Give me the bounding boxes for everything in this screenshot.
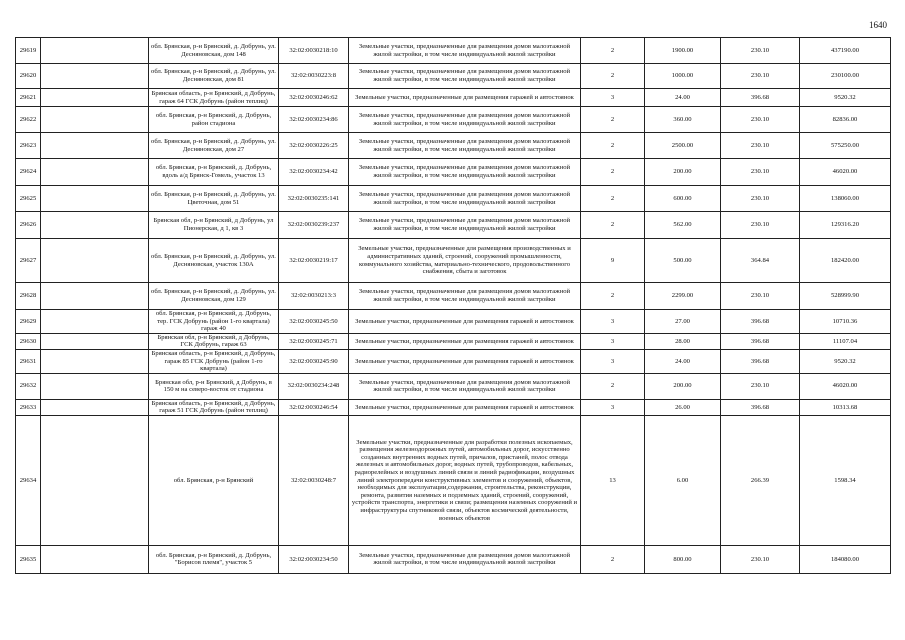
cadastral-number-cell: 32:02:0030246:62: [279, 89, 349, 107]
land-use-cell: Земельные участки, предназначенные для размещения гаражей и автостоянок: [349, 333, 581, 349]
land-use-cell: Земельные участки, предназначенные для размещения домов малоэтажной жилой застройки, в том числе индивидуальной жилой застройки: [349, 283, 581, 310]
table-row: [16, 415, 891, 545]
land-use-cell: Земельные участки, предназначенные для размещения домов малоэтажной жилой застройки, в том числе индивидуальной жилой застройки: [349, 107, 581, 133]
group-code-cell: 2: [581, 283, 645, 310]
address-cell: обл. Брянская, р-н Брянский, д. Добрунь, ул. Десняновская, дом 81: [149, 64, 279, 89]
specific-value-cell: 396.68: [721, 333, 800, 349]
address-cell: Брянская обл, р-н Брянский, д Добрунь, ул Пионерская, д 1, кв 3: [149, 212, 279, 239]
row-number-cell: 29625: [16, 186, 41, 212]
address-cell: обл. Брянская, р-н Брянский, д. Добрунь, ул. Десняновская, участок 130А: [149, 239, 279, 283]
row-number-cell: 29633: [16, 399, 41, 415]
cadastral-number-cell: 32:02:0030234:42: [279, 159, 349, 186]
area-cell: 562.00: [645, 212, 721, 239]
table-row: [16, 64, 891, 89]
cadastral-value-cell: 129316.20: [800, 212, 891, 239]
table-row: [16, 399, 891, 415]
row-number-cell: 29635: [16, 545, 41, 573]
table-row: [16, 333, 891, 349]
specific-value-cell: 230.10: [721, 133, 800, 159]
cadastral-value-cell: 46020.00: [800, 159, 891, 186]
group-code-cell: 2: [581, 159, 645, 186]
specific-value-cell: 230.10: [721, 107, 800, 133]
row-number-cell: 29630: [16, 333, 41, 349]
address-cell: Брянская область, р-н Брянский, д Добрунь, гараж 85 ГСК Добрунь (район 1-го квартала): [149, 349, 279, 373]
cadastral-number-cell: 32:02:0030234:86: [279, 107, 349, 133]
cadastral-value-cell: 138060.00: [800, 186, 891, 212]
row-number-cell: 29628: [16, 283, 41, 310]
cadastral-number-cell: 32:02:0030245:90: [279, 349, 349, 373]
row-number-cell: 29620: [16, 64, 41, 89]
land-use-cell: Земельные участки, предназначенные для размещения домов малоэтажной жилой застройки, в том числе индивидуальной жилой застройки: [349, 212, 581, 239]
cadastral-value-cell: 528999.90: [800, 283, 891, 310]
empty-cell: [41, 373, 149, 399]
land-use-cell: Земельные участки, предназначенные для размещения производственных и административных зданий, строений, сооружений промышленности, коммунального хозяйства, материально-технического, продовольственного снабжения, сбыта и заготовок: [349, 239, 581, 283]
specific-value-cell: 266.39: [721, 415, 800, 545]
empty-cell: [41, 159, 149, 186]
group-code-cell: 2: [581, 186, 645, 212]
row-number-cell: 29634: [16, 415, 41, 545]
area-cell: 2500.00: [645, 133, 721, 159]
empty-cell: [41, 89, 149, 107]
land-use-cell: Земельные участки, предназначенные для размещения гаражей и автостоянок: [349, 399, 581, 415]
empty-cell: [41, 107, 149, 133]
specific-value-cell: 230.10: [721, 373, 800, 399]
table-row: [16, 107, 891, 133]
area-cell: 500.00: [645, 239, 721, 283]
table-row: [16, 545, 891, 573]
address-cell: обл. Брянская, р-н Брянский, д. Добрунь, вдоль а/д Брянск-Гомель, участок 13: [149, 159, 279, 186]
land-use-cell: Земельные участки, предназначенные для размещения домов малоэтажной жилой застройки, в том числе индивидуальной жилой застройки: [349, 64, 581, 89]
cadastral-value-cell: 11107.04: [800, 333, 891, 349]
table-row: [16, 38, 891, 64]
group-code-cell: 3: [581, 89, 645, 107]
cadastral-value-cell: 575250.00: [800, 133, 891, 159]
land-use-cell: Земельные участки, предназначенные для размещения домов малоэтажной жилой застройки, в том числе индивидуальной жилой застройки: [349, 545, 581, 573]
row-number-cell: 29622: [16, 107, 41, 133]
group-code-cell: 2: [581, 64, 645, 89]
row-number-cell: 29623: [16, 133, 41, 159]
specific-value-cell: 230.10: [721, 212, 800, 239]
specific-value-cell: 396.68: [721, 89, 800, 107]
specific-value-cell: 230.10: [721, 186, 800, 212]
address-cell: Брянская область, р-н Брянский, д Добрунь, гараж 51 ГСК Добрунь (район теплиц): [149, 399, 279, 415]
area-cell: 6.00: [645, 415, 721, 545]
group-code-cell: 13: [581, 415, 645, 545]
address-cell: обл. Брянская, р-н Брянский, д. Добрунь, тер. ГСК Добрунь (район 1-го квартала) гараж 40: [149, 310, 279, 334]
specific-value-cell: 230.10: [721, 283, 800, 310]
cadastral-value-cell: 9520.32: [800, 349, 891, 373]
table-row: [16, 310, 891, 334]
specific-value-cell: 230.10: [721, 64, 800, 89]
land-use-cell: Земельные участки, предназначенные для размещения домов малоэтажной жилой застройки, в том числе индивидуальной жилой застройки: [349, 159, 581, 186]
cadastral-value-cell: 9520.32: [800, 89, 891, 107]
cadastral-number-cell: 32:02:0030239:237: [279, 212, 349, 239]
row-number-cell: 29632: [16, 373, 41, 399]
cadastral-number-cell: 32:02:0030246:54: [279, 399, 349, 415]
cadastral-number-cell: 32:02:0030234:248: [279, 373, 349, 399]
specific-value-cell: 396.68: [721, 399, 800, 415]
table-row: [16, 89, 891, 107]
land-use-cell: Земельные участки, предназначенные для размещения гаражей и автостоянок: [349, 349, 581, 373]
empty-cell: [41, 415, 149, 545]
cadastral-value-cell: 437190.00: [800, 38, 891, 64]
land-use-cell: Земельные участки, предназначенные для размещения гаражей и автостоянок: [349, 89, 581, 107]
cadastral-value-cell: 184080.00: [800, 545, 891, 573]
land-use-cell: Земельные участки, предназначенные для размещения домов малоэтажной жилой застройки, в том числе индивидуальной жилой застройки: [349, 186, 581, 212]
cadastral-number-cell: 32:02:0030213:3: [279, 283, 349, 310]
table-row: [16, 212, 891, 239]
cadastral-number-cell: 32:02:0030218:10: [279, 38, 349, 64]
table-row: [16, 283, 891, 310]
group-code-cell: 3: [581, 349, 645, 373]
group-code-cell: 2: [581, 545, 645, 573]
cadastral-value-cell: 182420.00: [800, 239, 891, 283]
empty-cell: [41, 133, 149, 159]
empty-cell: [41, 64, 149, 89]
empty-cell: [41, 239, 149, 283]
area-cell: 28.00: [645, 333, 721, 349]
cadastral-number-cell: 32:02:0030226:25: [279, 133, 349, 159]
area-cell: 26.00: [645, 399, 721, 415]
empty-cell: [41, 310, 149, 334]
area-cell: 24.00: [645, 349, 721, 373]
cadastral-number-cell: 32:02:0030223:8: [279, 64, 349, 89]
address-cell: обл. Брянская, р-н Брянский, д. Добрунь, ул. Десняновская, дом 129: [149, 283, 279, 310]
cadastral-value-cell: 230100.00: [800, 64, 891, 89]
area-cell: 360.00: [645, 107, 721, 133]
cadastral-number-cell: 32:02:0030248:7: [279, 415, 349, 545]
specific-value-cell: 230.10: [721, 545, 800, 573]
specific-value-cell: 396.68: [721, 310, 800, 334]
group-code-cell: 9: [581, 239, 645, 283]
row-number-cell: 29626: [16, 212, 41, 239]
area-cell: 24.00: [645, 89, 721, 107]
cadastral-number-cell: 32:02:0030219:17: [279, 239, 349, 283]
land-use-cell: Земельные участки, предназначенные для размещения домов малоэтажной жилой застройки, в том числе индивидуальной жилой застройки: [349, 38, 581, 64]
address-cell: обл. Брянская, р-н Брянский, д. Добрунь, "Борисов племя", участок 5: [149, 545, 279, 573]
table-row: [16, 186, 891, 212]
group-code-cell: 2: [581, 133, 645, 159]
cadastral-value-table: [15, 37, 891, 574]
area-cell: 1000.00: [645, 64, 721, 89]
group-code-cell: 2: [581, 212, 645, 239]
row-number-cell: 29624: [16, 159, 41, 186]
empty-cell: [41, 186, 149, 212]
cadastral-value-cell: 82836.00: [800, 107, 891, 133]
group-code-cell: 2: [581, 107, 645, 133]
area-cell: 200.00: [645, 373, 721, 399]
address-cell: обл. Брянская, р-н Брянский, д. Добрунь, ул. Цветочная, дом 51: [149, 186, 279, 212]
cadastral-number-cell: 32:02:0030245:71: [279, 333, 349, 349]
address-cell: обл. Брянская, р-н Брянский: [149, 415, 279, 545]
empty-cell: [41, 212, 149, 239]
cadastral-number-cell: 32:02:0030245:50: [279, 310, 349, 334]
land-use-cell: Земельные участки, предназначенные для размещения домов малоэтажной жилой застройки, в том числе индивидуальной жилой застройки: [349, 373, 581, 399]
row-number-cell: 29619: [16, 38, 41, 64]
area-cell: 800.00: [645, 545, 721, 573]
land-use-cell: Земельные участки, предназначенные для разработки полезных ископаемых, размещения железнодорожных путей, автомобильных дорог, искусственно созданных внутренних водных путей, причалов, пристаней, полос отвода железных и автомобильных дорог, водных путей, трубопроводов, кабельных, радиорелейных и воздушных линий связи и линий радиофикации, воздушных линий электропередачи конструктивных элементов и сооружений, объектов, необходимых для эксплуатации,содержания, строительства, реконструкции, ремонта, развития наземных и подземных зданий, строений, сооружений, устройств транспорта, энергетики и связи; размещения наземных сооружений и инфраструктуры спутниковой связи, объектов космической деятельности, военных объектов: [349, 415, 581, 545]
cadastral-value-cell: 10313.68: [800, 399, 891, 415]
empty-cell: [41, 333, 149, 349]
row-number-cell: 29631: [16, 349, 41, 373]
cadastral-number-cell: 32:02:0030235:141: [279, 186, 349, 212]
area-cell: 600.00: [645, 186, 721, 212]
specific-value-cell: 230.10: [721, 38, 800, 64]
table-row: [16, 159, 891, 186]
area-cell: 200.00: [645, 159, 721, 186]
address-cell: обл. Брянская, р-н Брянский, д. Добрунь, район стадиона: [149, 107, 279, 133]
address-cell: обл. Брянская, р-н Брянский, д. Добрунь, ул. Десняновская, дом 27: [149, 133, 279, 159]
group-code-cell: 3: [581, 333, 645, 349]
cadastral-number-cell: 32:02:0030234:50: [279, 545, 349, 573]
address-cell: Брянская обл, р-н Брянский, д Добрунь, ГСК Добрунь, гараж 63: [149, 333, 279, 349]
table-row: [16, 349, 891, 373]
specific-value-cell: 396.68: [721, 349, 800, 373]
area-cell: 2299.00: [645, 283, 721, 310]
empty-cell: [41, 399, 149, 415]
land-use-cell: Земельные участки, предназначенные для размещения гаражей и автостоянок: [349, 310, 581, 334]
area-cell: 1900.00: [645, 38, 721, 64]
row-number-cell: 29627: [16, 239, 41, 283]
cadastral-value-cell: 1598.34: [800, 415, 891, 545]
specific-value-cell: 364.84: [721, 239, 800, 283]
address-cell: Брянская область, р-н Брянский, д Добрунь, гараж 64 ГСК Добрунь (район теплиц): [149, 89, 279, 107]
empty-cell: [41, 283, 149, 310]
table-row: [16, 133, 891, 159]
specific-value-cell: 230.10: [721, 159, 800, 186]
address-cell: обл. Брянская, р-н Брянский, д. Добрунь, ул. Десняновская, дом 148: [149, 38, 279, 64]
cadastral-value-cell: 10710.36: [800, 310, 891, 334]
empty-cell: [41, 38, 149, 64]
address-cell: Брянская обл, р-н Брянский, д Добрунь, в 150 м на северо-восток от стадиона: [149, 373, 279, 399]
group-code-cell: 3: [581, 399, 645, 415]
empty-cell: [41, 545, 149, 573]
row-number-cell: 29629: [16, 310, 41, 334]
page-number: 1640: [869, 20, 887, 30]
group-code-cell: 2: [581, 38, 645, 64]
land-use-cell: Земельные участки, предназначенные для размещения домов малоэтажной жилой застройки, в том числе индивидуальной жилой застройки: [349, 133, 581, 159]
area-cell: 27.00: [645, 310, 721, 334]
table-row: [16, 239, 891, 283]
group-code-cell: 3: [581, 310, 645, 334]
row-number-cell: 29621: [16, 89, 41, 107]
empty-cell: [41, 349, 149, 373]
group-code-cell: 2: [581, 373, 645, 399]
table-row: [16, 373, 891, 399]
cadastral-value-cell: 46020.00: [800, 373, 891, 399]
